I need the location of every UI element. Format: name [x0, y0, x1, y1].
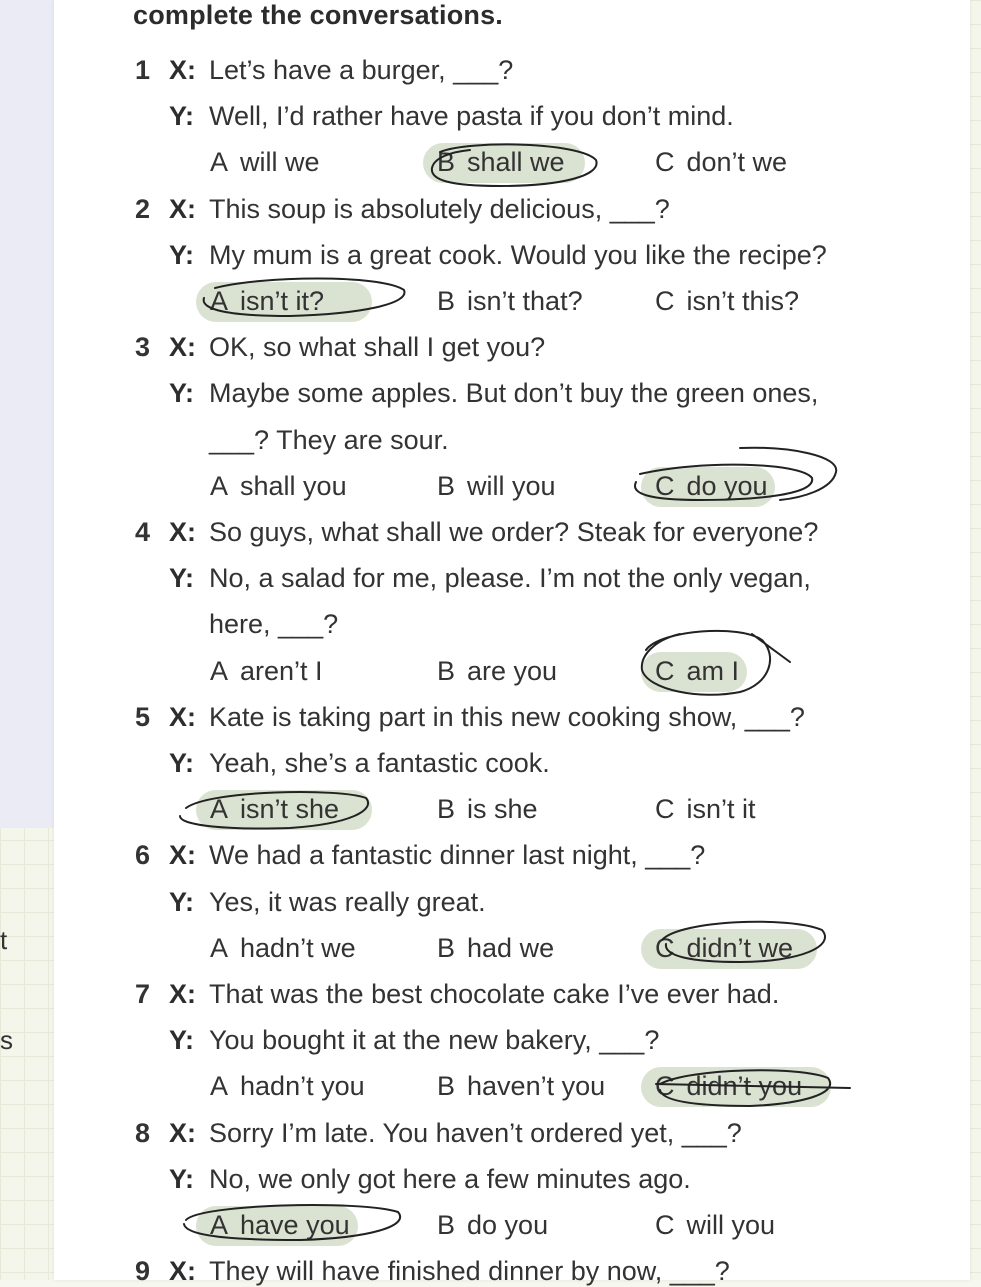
- question-number: 6: [135, 840, 151, 871]
- speaker-y-line: Yes, it was really great.: [209, 886, 486, 917]
- option-text: hadn’t we: [240, 932, 356, 963]
- option-letter: A: [210, 1071, 229, 1102]
- option-text: isn’t it: [686, 794, 756, 825]
- pen-circle-mark: [642, 631, 790, 695]
- option-text: will we: [240, 147, 320, 178]
- speaker-y-label: Y:: [169, 748, 194, 778]
- speaker-y-line: You bought it at the new bakery, ___?: [209, 1025, 660, 1056]
- option-letter: A: [210, 932, 229, 963]
- question-number: 3: [135, 332, 151, 363]
- speaker-x-line: OK, so what shall I get you?: [209, 332, 546, 363]
- option-letter: B: [437, 794, 456, 825]
- option-letter: B: [437, 932, 456, 963]
- option-text: do you: [686, 470, 768, 501]
- speaker-x-label: X:: [169, 1117, 196, 1148]
- speaker-x-label: X:: [169, 701, 196, 732]
- option-text: is she: [467, 794, 538, 825]
- speaker-y-line: My mum is a great cook. Would you like the recipe?: [209, 239, 827, 270]
- pen-circle-mark: [432, 144, 597, 186]
- question-number: 1: [135, 55, 151, 85]
- option-text: shall we: [467, 147, 565, 178]
- speaker-y-line: Yeah, she’s a fantastic cook.: [209, 748, 550, 778]
- option-letter: C: [655, 1071, 675, 1102]
- option-text: had we: [467, 932, 555, 963]
- option-text: isn’t this?: [686, 286, 800, 316]
- speaker-y-label: Y:: [169, 239, 194, 270]
- option-text: isn’t that?: [467, 286, 583, 316]
- option-letter: C: [655, 147, 675, 178]
- option-letter: C: [655, 932, 675, 963]
- speaker-x-line: Let’s have a burger, ___?: [209, 55, 514, 85]
- pen-circle-mark: [656, 1070, 850, 1106]
- question-number: 4: [135, 517, 151, 547]
- speaker-x-line: They will have finished dinner by now, ___?: [209, 1256, 730, 1287]
- question-number: 5: [135, 701, 151, 732]
- option-text: don’t we: [686, 147, 788, 178]
- option-text: isn’t she: [240, 794, 340, 825]
- speaker-y-line: ___? They are sour.: [209, 424, 449, 455]
- speaker-x-label: X:: [169, 55, 196, 85]
- option-letter: C: [655, 286, 675, 316]
- option-letter: C: [655, 1210, 675, 1240]
- speaker-x-line: This soup is absolutely delicious, ___?: [209, 193, 670, 224]
- option-text: shall you: [240, 470, 347, 501]
- speaker-x-label: X:: [169, 1256, 196, 1287]
- speaker-x-label: X:: [169, 979, 196, 1009]
- speaker-x-line: Kate is taking part in this new cooking show, ___?: [209, 701, 805, 732]
- speaker-x-label: X:: [169, 193, 196, 224]
- option-text: didn’t you: [686, 1071, 803, 1102]
- speaker-y-label: Y:: [169, 886, 194, 917]
- question-number: 7: [135, 979, 151, 1009]
- pen-circle-mark: [662, 922, 825, 962]
- option-text: didn’t we: [686, 932, 794, 963]
- speaker-x-line: We had a fantastic dinner last night, ___?: [209, 840, 706, 871]
- speaker-y-line: No, a salad for me, please. I’m not the only vegan,: [209, 563, 811, 594]
- side-text-fragment: t: [0, 925, 8, 955]
- speaker-x-line: So guys, what shall we order? Steak for everyone?: [209, 517, 819, 547]
- pen-circle-mark: [635, 448, 836, 500]
- option-text: am I: [686, 655, 740, 686]
- speaker-y-line: Well, I’d rather have pasta if you don’t mind.: [209, 101, 734, 132]
- speaker-x-label: X:: [169, 332, 196, 363]
- speaker-y-line: here, ___?: [209, 609, 339, 640]
- option-letter: B: [437, 470, 456, 501]
- option-text: isn’t it?: [240, 286, 325, 316]
- option-text: will you: [467, 470, 556, 501]
- speaker-x-line: Sorry I’m late. You haven’t ordered yet, ___?: [209, 1117, 742, 1148]
- option-text: haven’t you: [467, 1071, 606, 1102]
- pen-circle-mark: [184, 1205, 400, 1240]
- option-letter: A: [210, 655, 229, 686]
- option-text: will you: [686, 1210, 776, 1240]
- option-text: do you: [467, 1210, 549, 1240]
- option-letter: B: [437, 286, 456, 316]
- option-text: hadn’t you: [240, 1071, 365, 1102]
- option-letter: B: [437, 655, 456, 686]
- speaker-x-line: That was the best chocolate cake I’ve ever had.: [209, 979, 780, 1009]
- side-text-fragment: s: [0, 1025, 13, 1055]
- option-letter: A: [210, 794, 229, 825]
- option-letter: A: [210, 286, 229, 316]
- pen-circle-mark: [180, 792, 368, 828]
- option-letter: A: [210, 470, 229, 501]
- option-letter: C: [655, 794, 675, 825]
- option-text: aren’t I: [240, 655, 323, 686]
- option-letter: A: [210, 147, 229, 178]
- question-number: 8: [135, 1117, 151, 1148]
- option-text: have you: [240, 1210, 350, 1240]
- question-number: 2: [135, 193, 151, 224]
- question-number: 9: [135, 1256, 151, 1287]
- option-letter: C: [655, 655, 675, 686]
- speaker-y-label: Y:: [169, 563, 194, 594]
- option-letter: A: [210, 1210, 229, 1240]
- speaker-x-label: X:: [169, 517, 196, 547]
- speaker-y-label: Y:: [169, 1163, 194, 1194]
- option-letter: B: [437, 1071, 456, 1102]
- option-letter: B: [437, 1210, 456, 1240]
- speaker-y-line: Maybe some apples. But don’t buy the green ones,: [209, 378, 819, 409]
- speaker-y-label: Y:: [169, 101, 194, 132]
- speaker-y-label: Y:: [169, 1025, 194, 1056]
- instruction-heading: complete the conversations.: [133, 0, 504, 30]
- option-letter: B: [437, 147, 456, 178]
- speaker-x-label: X:: [169, 840, 196, 871]
- option-letter: C: [655, 470, 675, 501]
- pen-circle-mark: [204, 279, 405, 317]
- speaker-y-label: Y:: [169, 378, 194, 409]
- speaker-y-line: No, we only got here a few minutes ago.: [209, 1163, 691, 1194]
- option-text: are you: [467, 655, 558, 686]
